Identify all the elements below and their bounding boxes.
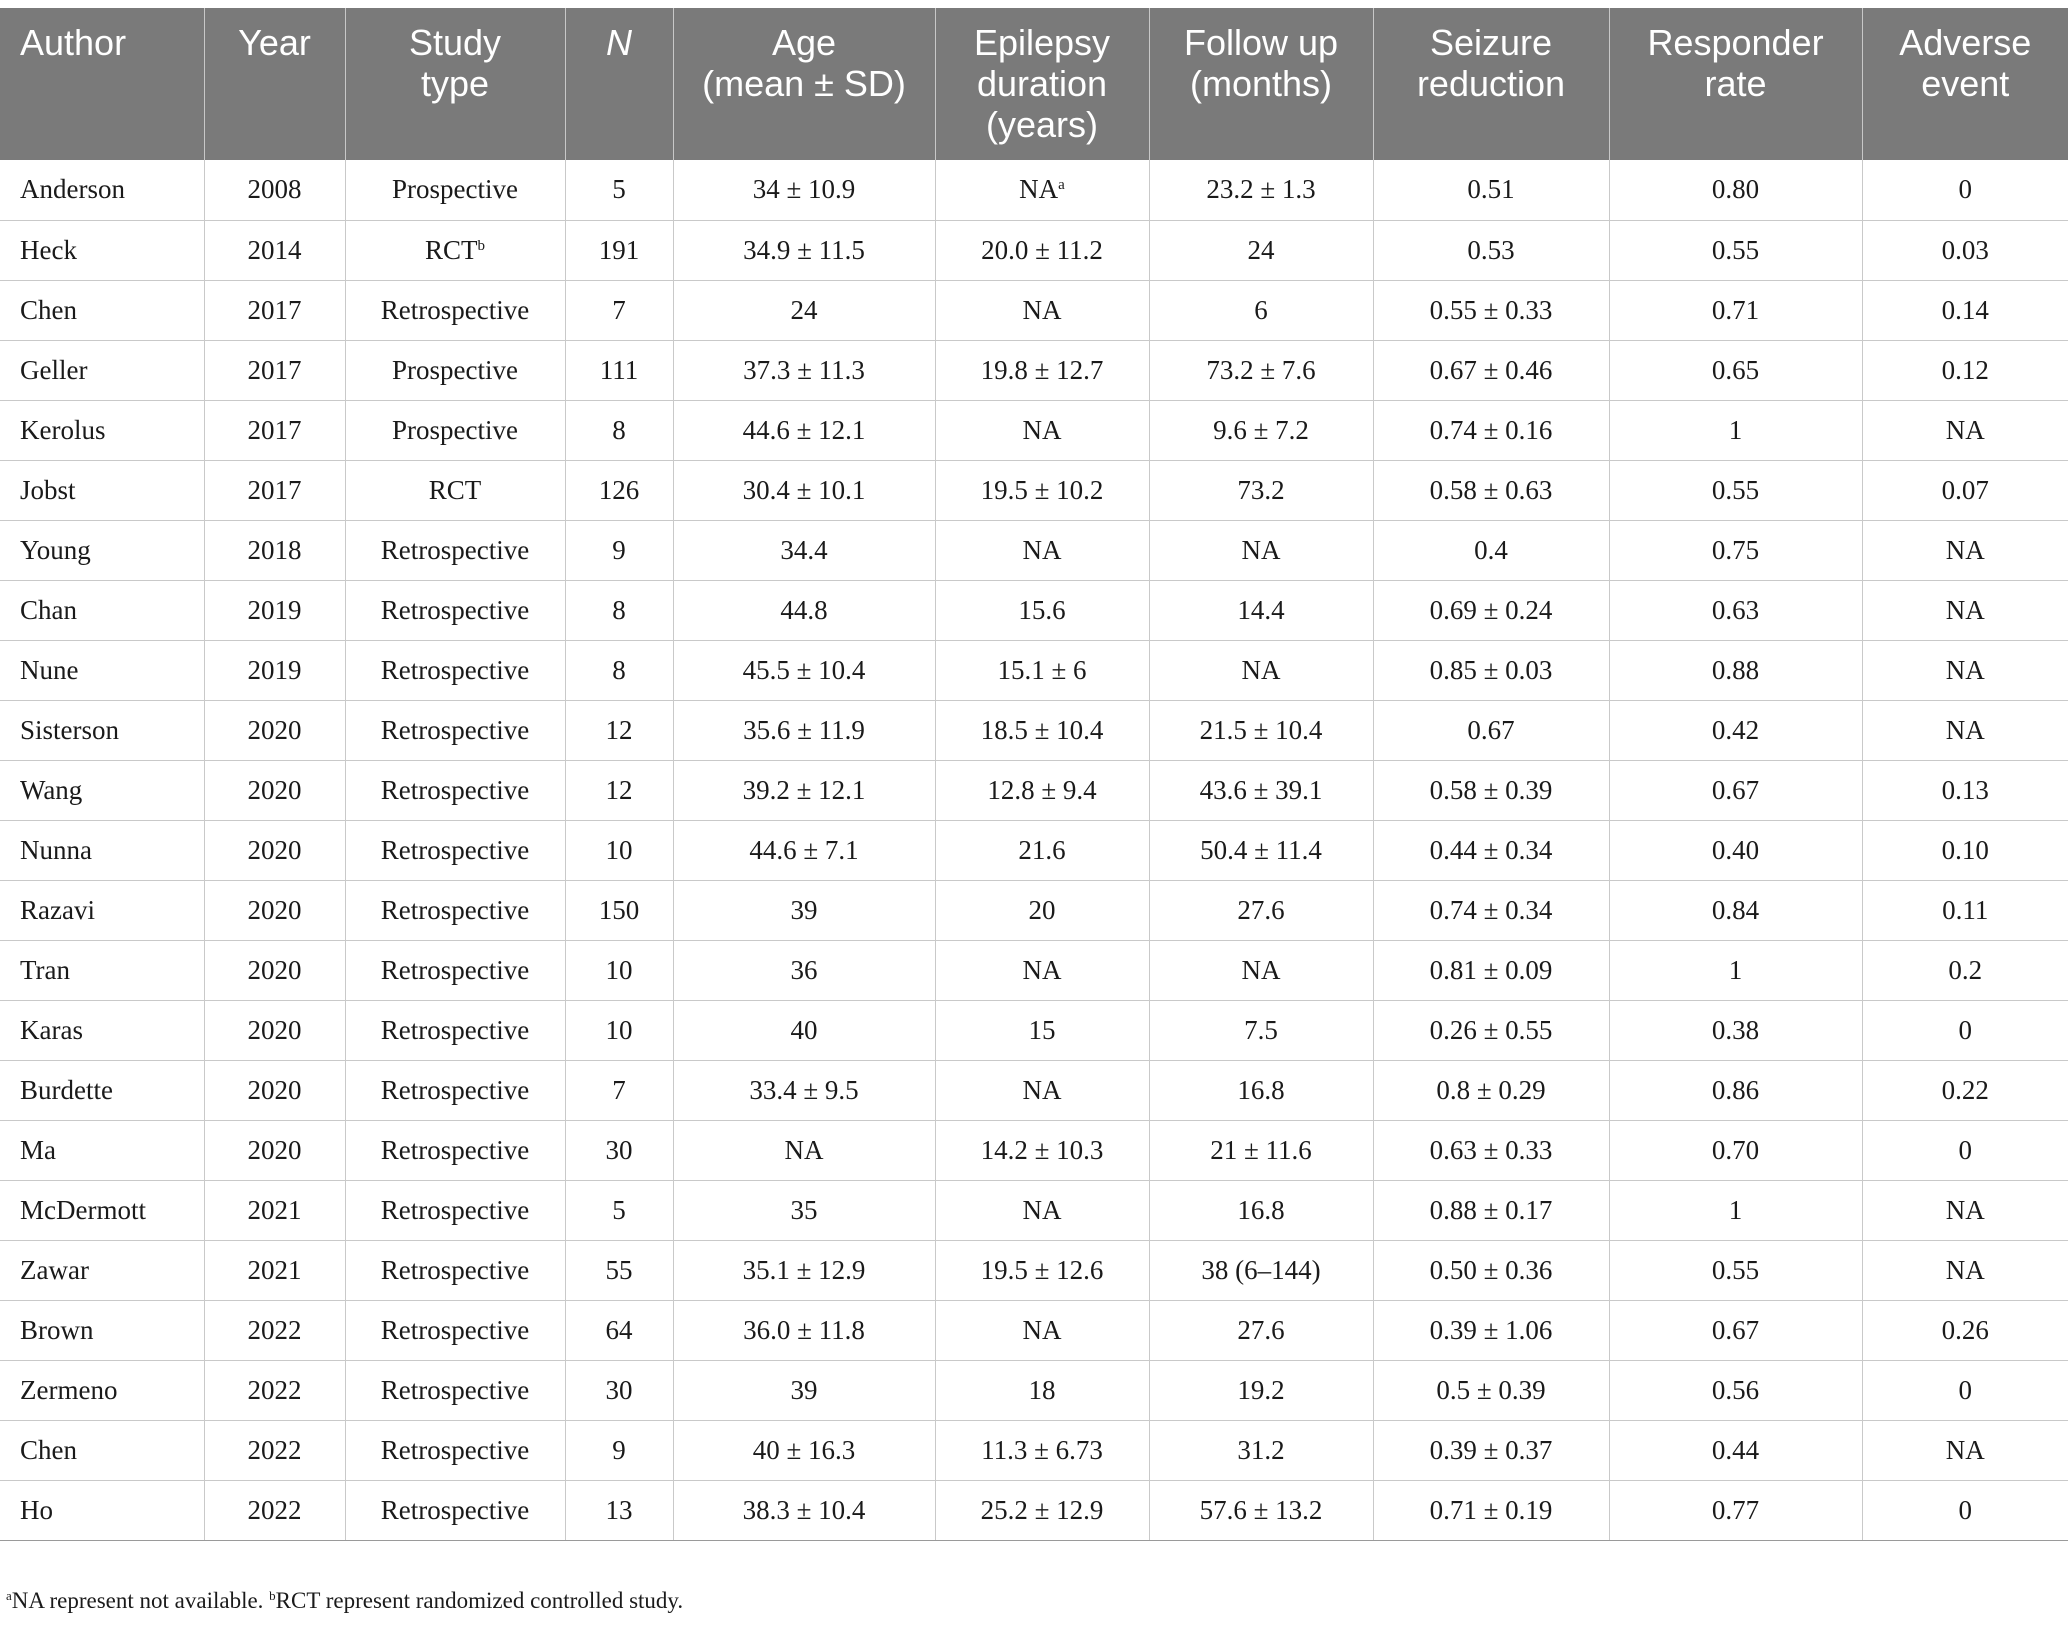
cell-epilepsy-duration: NA bbox=[935, 1060, 1149, 1120]
cell-adverse-event: 0.03 bbox=[1862, 220, 2068, 280]
cell-n: 8 bbox=[565, 400, 673, 460]
cell-age: 30.4 ± 10.1 bbox=[673, 460, 935, 520]
cell-adverse-event: 0.10 bbox=[1862, 820, 2068, 880]
cell-responder-rate: 0.55 bbox=[1609, 1240, 1862, 1300]
cell-epilepsy-duration: 19.8 ± 12.7 bbox=[935, 340, 1149, 400]
footnote-text-b: RCT represent randomized controlled study. bbox=[275, 1588, 684, 1613]
table-row bbox=[0, 160, 2068, 220]
table-row bbox=[0, 1420, 2068, 1480]
cell-epilepsy-duration: 25.2 ± 12.9 bbox=[935, 1480, 1149, 1540]
cell-study-type: Retrospective bbox=[345, 1060, 565, 1120]
header-seizure-reduction: Seizure reduction bbox=[1373, 8, 1609, 160]
table-row bbox=[0, 700, 2068, 760]
cell-author: Nunna bbox=[0, 820, 204, 880]
cell-study-type: Retrospective bbox=[345, 1240, 565, 1300]
cell-year: 2022 bbox=[204, 1300, 345, 1360]
cell-age: 37.3 ± 11.3 bbox=[673, 340, 935, 400]
header-year: Year bbox=[204, 8, 345, 160]
cell-adverse-event: 0 bbox=[1862, 160, 2068, 220]
table-row bbox=[0, 400, 2068, 460]
cell-year: 2020 bbox=[204, 1000, 345, 1060]
cell-epilepsy-duration: 21.6 bbox=[935, 820, 1149, 880]
cell-responder-rate: 0.71 bbox=[1609, 280, 1862, 340]
header-responder-rate: Responder rate bbox=[1609, 8, 1862, 160]
cell-responder-rate: 0.56 bbox=[1609, 1360, 1862, 1420]
cell-author: Ma bbox=[0, 1120, 204, 1180]
cell-author: Nune bbox=[0, 640, 204, 700]
cell-study-type: Retrospective bbox=[345, 1360, 565, 1420]
cell-author: Brown bbox=[0, 1300, 204, 1360]
cell-author: Jobst bbox=[0, 460, 204, 520]
cell-study-type: Retrospective bbox=[345, 760, 565, 820]
cell-seizure-reduction: 0.71 ± 0.19 bbox=[1373, 1480, 1609, 1540]
cell-year: 2017 bbox=[204, 340, 345, 400]
footnote-marker: b bbox=[477, 237, 485, 254]
cell-n: 150 bbox=[565, 880, 673, 940]
cell-author: Karas bbox=[0, 1000, 204, 1060]
cell-year: 2022 bbox=[204, 1420, 345, 1480]
cell-age: 36.0 ± 11.8 bbox=[673, 1300, 935, 1360]
cell-adverse-event: NA bbox=[1862, 1180, 2068, 1240]
cell-study-type: Retrospective bbox=[345, 1420, 565, 1480]
cell-seizure-reduction: 0.4 bbox=[1373, 520, 1609, 580]
cell-follow-up: 73.2 ± 7.6 bbox=[1149, 340, 1373, 400]
cell-adverse-event: 0 bbox=[1862, 1120, 2068, 1180]
cell-n: 10 bbox=[565, 820, 673, 880]
cell-seizure-reduction: 0.44 ± 0.34 bbox=[1373, 820, 1609, 880]
cell-epilepsy-duration: 20.0 ± 11.2 bbox=[935, 220, 1149, 280]
cell-author: Chen bbox=[0, 280, 204, 340]
cell-responder-rate: 0.38 bbox=[1609, 1000, 1862, 1060]
cell-responder-rate: 1 bbox=[1609, 1180, 1862, 1240]
cell-responder-rate: 0.84 bbox=[1609, 880, 1862, 940]
cell-n: 9 bbox=[565, 520, 673, 580]
cell-responder-rate: 0.55 bbox=[1609, 460, 1862, 520]
header-study-type: Study type bbox=[345, 8, 565, 160]
cell-follow-up: 43.6 ± 39.1 bbox=[1149, 760, 1373, 820]
cell-n: 7 bbox=[565, 280, 673, 340]
table-body bbox=[0, 160, 2068, 1540]
cell-age: 35.1 ± 12.9 bbox=[673, 1240, 935, 1300]
cell-follow-up: 38 (6–144) bbox=[1149, 1240, 1373, 1300]
cell-author: Young bbox=[0, 520, 204, 580]
cell-year: 2020 bbox=[204, 1120, 345, 1180]
cell-author: Wang bbox=[0, 760, 204, 820]
cell-age: 40 bbox=[673, 1000, 935, 1060]
cell-n: 8 bbox=[565, 640, 673, 700]
cell-study-type: Prospective bbox=[345, 160, 565, 220]
cell-author: Razavi bbox=[0, 880, 204, 940]
cell-author: Chen bbox=[0, 1420, 204, 1480]
cell-follow-up: 73.2 bbox=[1149, 460, 1373, 520]
cell-age: 35.6 ± 11.9 bbox=[673, 700, 935, 760]
cell-epilepsy-duration: 19.5 ± 12.6 bbox=[935, 1240, 1149, 1300]
cell-epilepsy-duration: NA bbox=[935, 520, 1149, 580]
cell-seizure-reduction: 0.88 ± 0.17 bbox=[1373, 1180, 1609, 1240]
cell-age: 24 bbox=[673, 280, 935, 340]
cell-year: 2020 bbox=[204, 1060, 345, 1120]
table-row bbox=[0, 1180, 2068, 1240]
cell-year: 2017 bbox=[204, 280, 345, 340]
cell-responder-rate: 0.63 bbox=[1609, 580, 1862, 640]
cell-n: 7 bbox=[565, 1060, 673, 1120]
cell-adverse-event: 0.14 bbox=[1862, 280, 2068, 340]
cell-n: 12 bbox=[565, 700, 673, 760]
cell-follow-up: 6 bbox=[1149, 280, 1373, 340]
cell-responder-rate: 0.80 bbox=[1609, 160, 1862, 220]
cell-study-type: Retrospective bbox=[345, 1180, 565, 1240]
cell-epilepsy-duration: 20 bbox=[935, 880, 1149, 940]
cell-seizure-reduction: 0.51 bbox=[1373, 160, 1609, 220]
table-row bbox=[0, 760, 2068, 820]
cell-n: 13 bbox=[565, 1480, 673, 1540]
cell-year: 2020 bbox=[204, 820, 345, 880]
table-row bbox=[0, 880, 2068, 940]
studies-table bbox=[0, 8, 2068, 1541]
cell-study-type: RCT bbox=[345, 460, 565, 520]
cell-age: 33.4 ± 9.5 bbox=[673, 1060, 935, 1120]
cell-n: 9 bbox=[565, 1420, 673, 1480]
cell-study-type: Retrospective bbox=[345, 700, 565, 760]
cell-adverse-event: 0.2 bbox=[1862, 940, 2068, 1000]
cell-follow-up: 27.6 bbox=[1149, 880, 1373, 940]
cell-age: 40 ± 16.3 bbox=[673, 1420, 935, 1480]
footnote-marker-a: a bbox=[6, 1588, 12, 1603]
header-follow-up: Follow up (months) bbox=[1149, 8, 1373, 160]
cell-study-type: Retrospective bbox=[345, 820, 565, 880]
cell-year: 2022 bbox=[204, 1360, 345, 1420]
cell-responder-rate: 0.77 bbox=[1609, 1480, 1862, 1540]
cell-year: 2018 bbox=[204, 520, 345, 580]
cell-year: 2017 bbox=[204, 460, 345, 520]
cell-study-type: RCT$^b$ bbox=[345, 220, 565, 280]
cell-n: 10 bbox=[565, 940, 673, 1000]
cell-age: 36 bbox=[673, 940, 935, 1000]
cell-responder-rate: 0.65 bbox=[1609, 340, 1862, 400]
cell-epilepsy-duration: NA bbox=[935, 1180, 1149, 1240]
cell-responder-rate: 0.75 bbox=[1609, 520, 1862, 580]
table-header bbox=[0, 8, 2068, 160]
cell-n: 12 bbox=[565, 760, 673, 820]
cell-seizure-reduction: 0.39 ± 1.06 bbox=[1373, 1300, 1609, 1360]
cell-responder-rate: 0.88 bbox=[1609, 640, 1862, 700]
cell-study-type: Retrospective bbox=[345, 1300, 565, 1360]
header-author: Author bbox=[0, 8, 204, 160]
cell-adverse-event: 0.12 bbox=[1862, 340, 2068, 400]
table-row bbox=[0, 1060, 2068, 1120]
cell-epilepsy-duration: NA bbox=[935, 940, 1149, 1000]
cell-study-type: Retrospective bbox=[345, 280, 565, 340]
cell-epilepsy-duration: NA bbox=[935, 280, 1149, 340]
cell-year: 2019 bbox=[204, 640, 345, 700]
cell-seizure-reduction: 0.85 ± 0.03 bbox=[1373, 640, 1609, 700]
cell-responder-rate: 0.44 bbox=[1609, 1420, 1862, 1480]
cell-n: 8 bbox=[565, 580, 673, 640]
cell-adverse-event: NA bbox=[1862, 1240, 2068, 1300]
cell-epilepsy-duration: 15 bbox=[935, 1000, 1149, 1060]
header-row bbox=[0, 8, 2068, 160]
cell-age: 39.2 ± 12.1 bbox=[673, 760, 935, 820]
cell-seizure-reduction: 0.8 ± 0.29 bbox=[1373, 1060, 1609, 1120]
cell-age: 34.4 bbox=[673, 520, 935, 580]
cell-seizure-reduction: 0.58 ± 0.39 bbox=[1373, 760, 1609, 820]
cell-adverse-event: 0.07 bbox=[1862, 460, 2068, 520]
cell-seizure-reduction: 0.69 ± 0.24 bbox=[1373, 580, 1609, 640]
cell-epilepsy-duration: 11.3 ± 6.73 bbox=[935, 1420, 1149, 1480]
cell-epilepsy-duration: 19.5 ± 10.2 bbox=[935, 460, 1149, 520]
cell-seizure-reduction: 0.50 ± 0.36 bbox=[1373, 1240, 1609, 1300]
cell-follow-up: 21.5 ± 10.4 bbox=[1149, 700, 1373, 760]
cell-study-type: Retrospective bbox=[345, 1000, 565, 1060]
cell-responder-rate: 1 bbox=[1609, 400, 1862, 460]
cell-adverse-event: 0 bbox=[1862, 1360, 2068, 1420]
cell-age: 44.8 bbox=[673, 580, 935, 640]
cell-year: 2021 bbox=[204, 1180, 345, 1240]
cell-responder-rate: 0.55 bbox=[1609, 220, 1862, 280]
cell-study-type: Retrospective bbox=[345, 520, 565, 580]
cell-seizure-reduction: 0.67 ± 0.46 bbox=[1373, 340, 1609, 400]
header-adverse-event: Adverse event bbox=[1862, 8, 2068, 160]
cell-adverse-event: NA bbox=[1862, 640, 2068, 700]
cell-adverse-event: 0.22 bbox=[1862, 1060, 2068, 1120]
cell-author: Sisterson bbox=[0, 700, 204, 760]
table-row bbox=[0, 940, 2068, 1000]
cell-year: 2020 bbox=[204, 700, 345, 760]
cell-responder-rate: 1 bbox=[1609, 940, 1862, 1000]
cell-year: 2022 bbox=[204, 1480, 345, 1540]
cell-follow-up: NA bbox=[1149, 640, 1373, 700]
table-row bbox=[0, 640, 2068, 700]
cell-n: 64 bbox=[565, 1300, 673, 1360]
cell-author: Tran bbox=[0, 940, 204, 1000]
cell-seizure-reduction: 0.58 ± 0.63 bbox=[1373, 460, 1609, 520]
cell-adverse-event: NA bbox=[1862, 580, 2068, 640]
cell-follow-up: 9.6 ± 7.2 bbox=[1149, 400, 1373, 460]
cell-study-type: Retrospective bbox=[345, 640, 565, 700]
cell-seizure-reduction: 0.67 bbox=[1373, 700, 1609, 760]
cell-age: 34 ± 10.9 bbox=[673, 160, 935, 220]
footnote-marker: a bbox=[1058, 177, 1065, 194]
cell-study-type: Prospective bbox=[345, 400, 565, 460]
cell-follow-up: NA bbox=[1149, 520, 1373, 580]
table-row bbox=[0, 1120, 2068, 1180]
cell-follow-up: 57.6 ± 13.2 bbox=[1149, 1480, 1373, 1540]
cell-seizure-reduction: 0.63 ± 0.33 bbox=[1373, 1120, 1609, 1180]
cell-epilepsy-duration: NA bbox=[935, 1300, 1149, 1360]
cell-follow-up: 23.2 ± 1.3 bbox=[1149, 160, 1373, 220]
table-row bbox=[0, 1240, 2068, 1300]
cell-author: Geller bbox=[0, 340, 204, 400]
header-age: Age (mean ± SD) bbox=[673, 8, 935, 160]
cell-seizure-reduction: 0.55 ± 0.33 bbox=[1373, 280, 1609, 340]
cell-year: 2020 bbox=[204, 760, 345, 820]
cell-n: 111 bbox=[565, 340, 673, 400]
cell-year: 2020 bbox=[204, 880, 345, 940]
cell-n: 126 bbox=[565, 460, 673, 520]
cell-author: Anderson bbox=[0, 160, 204, 220]
cell-n: 30 bbox=[565, 1120, 673, 1180]
cell-follow-up: 50.4 ± 11.4 bbox=[1149, 820, 1373, 880]
table-row bbox=[0, 520, 2068, 580]
cell-adverse-event: NA bbox=[1862, 520, 2068, 580]
cell-year: 2017 bbox=[204, 400, 345, 460]
cell-follow-up: 24 bbox=[1149, 220, 1373, 280]
table-footnote bbox=[6, 1588, 683, 1614]
cell-follow-up: 21 ± 11.6 bbox=[1149, 1120, 1373, 1180]
cell-follow-up: 16.8 bbox=[1149, 1180, 1373, 1240]
cell-adverse-event: 0.26 bbox=[1862, 1300, 2068, 1360]
table-row bbox=[0, 820, 2068, 880]
cell-follow-up: 19.2 bbox=[1149, 1360, 1373, 1420]
cell-year: 2008 bbox=[204, 160, 345, 220]
cell-epilepsy-duration: NA bbox=[935, 400, 1149, 460]
cell-author: Zawar bbox=[0, 1240, 204, 1300]
table-row bbox=[0, 460, 2068, 520]
cell-age: 44.6 ± 7.1 bbox=[673, 820, 935, 880]
cell-author: Zermeno bbox=[0, 1360, 204, 1420]
footnote-text-a: NA represent not available. bbox=[11, 1588, 270, 1613]
cell-epilepsy-duration: 15.6 bbox=[935, 580, 1149, 640]
cell-adverse-event: 0 bbox=[1862, 1480, 2068, 1540]
cell-responder-rate: 0.42 bbox=[1609, 700, 1862, 760]
cell-age: NA bbox=[673, 1120, 935, 1180]
cell-responder-rate: 0.67 bbox=[1609, 1300, 1862, 1360]
cell-epilepsy-duration: 14.2 ± 10.3 bbox=[935, 1120, 1149, 1180]
cell-age: 44.6 ± 12.1 bbox=[673, 400, 935, 460]
cell-n: 55 bbox=[565, 1240, 673, 1300]
cell-follow-up: 14.4 bbox=[1149, 580, 1373, 640]
cell-adverse-event: NA bbox=[1862, 700, 2068, 760]
cell-study-type: Retrospective bbox=[345, 1120, 565, 1180]
header-n: N bbox=[565, 8, 673, 160]
cell-n: 5 bbox=[565, 160, 673, 220]
cell-study-type: Prospective bbox=[345, 340, 565, 400]
table-row bbox=[0, 580, 2068, 640]
cell-follow-up: 31.2 bbox=[1149, 1420, 1373, 1480]
cell-author: Heck bbox=[0, 220, 204, 280]
cell-seizure-reduction: 0.81 ± 0.09 bbox=[1373, 940, 1609, 1000]
cell-author: McDermott bbox=[0, 1180, 204, 1240]
cell-responder-rate: 0.67 bbox=[1609, 760, 1862, 820]
header-epilepsy-duration: Epilepsy duration (years) bbox=[935, 8, 1149, 160]
cell-age: 35 bbox=[673, 1180, 935, 1240]
cell-seizure-reduction: 0.74 ± 0.16 bbox=[1373, 400, 1609, 460]
cell-follow-up: 7.5 bbox=[1149, 1000, 1373, 1060]
cell-age: 39 bbox=[673, 1360, 935, 1420]
cell-adverse-event: NA bbox=[1862, 1420, 2068, 1480]
cell-seizure-reduction: 0.5 ± 0.39 bbox=[1373, 1360, 1609, 1420]
cell-epilepsy-duration: $NA^a$ bbox=[935, 160, 1149, 220]
cell-responder-rate: 0.86 bbox=[1609, 1060, 1862, 1120]
cell-year: 2014 bbox=[204, 220, 345, 280]
cell-responder-rate: 0.70 bbox=[1609, 1120, 1862, 1180]
cell-age: 34.9 ± 11.5 bbox=[673, 220, 935, 280]
cell-author: Kerolus bbox=[0, 400, 204, 460]
cell-n: 30 bbox=[565, 1360, 673, 1420]
cell-seizure-reduction: 0.53 bbox=[1373, 220, 1609, 280]
cell-epilepsy-duration: 15.1 ± 6 bbox=[935, 640, 1149, 700]
cell-adverse-event: 0 bbox=[1862, 1000, 2068, 1060]
cell-seizure-reduction: 0.26 ± 0.55 bbox=[1373, 1000, 1609, 1060]
table-row bbox=[0, 1300, 2068, 1360]
cell-adverse-event: 0.13 bbox=[1862, 760, 2068, 820]
cell-study-type: Retrospective bbox=[345, 1480, 565, 1540]
cell-study-type: Retrospective bbox=[345, 940, 565, 1000]
cell-adverse-event: 0.11 bbox=[1862, 880, 2068, 940]
table-row bbox=[0, 340, 2068, 400]
cell-age: 38.3 ± 10.4 bbox=[673, 1480, 935, 1540]
cell-study-type: Retrospective bbox=[345, 580, 565, 640]
cell-age: 39 bbox=[673, 880, 935, 940]
cell-epilepsy-duration: 12.8 ± 9.4 bbox=[935, 760, 1149, 820]
cell-year: 2019 bbox=[204, 580, 345, 640]
cell-seizure-reduction: 0.74 ± 0.34 bbox=[1373, 880, 1609, 940]
table-row bbox=[0, 1480, 2068, 1540]
cell-n: 5 bbox=[565, 1180, 673, 1240]
cell-author: Burdette bbox=[0, 1060, 204, 1120]
table-row bbox=[0, 1000, 2068, 1060]
cell-n: 10 bbox=[565, 1000, 673, 1060]
cell-author: Ho bbox=[0, 1480, 204, 1540]
cell-follow-up: NA bbox=[1149, 940, 1373, 1000]
table-row bbox=[0, 220, 2068, 280]
cell-year: 2021 bbox=[204, 1240, 345, 1300]
cell-study-type: Retrospective bbox=[345, 880, 565, 940]
cell-year: 2020 bbox=[204, 940, 345, 1000]
cell-epilepsy-duration: 18 bbox=[935, 1360, 1149, 1420]
cell-follow-up: 16.8 bbox=[1149, 1060, 1373, 1120]
cell-author: Chan bbox=[0, 580, 204, 640]
cell-seizure-reduction: 0.39 ± 0.37 bbox=[1373, 1420, 1609, 1480]
footnote-marker-b: b bbox=[269, 1588, 276, 1603]
cell-adverse-event: NA bbox=[1862, 400, 2068, 460]
table-row bbox=[0, 1360, 2068, 1420]
cell-n: 191 bbox=[565, 220, 673, 280]
cell-age: 45.5 ± 10.4 bbox=[673, 640, 935, 700]
table-row bbox=[0, 280, 2068, 340]
cell-follow-up: 27.6 bbox=[1149, 1300, 1373, 1360]
cell-epilepsy-duration: 18.5 ± 10.4 bbox=[935, 700, 1149, 760]
cell-responder-rate: 0.40 bbox=[1609, 820, 1862, 880]
